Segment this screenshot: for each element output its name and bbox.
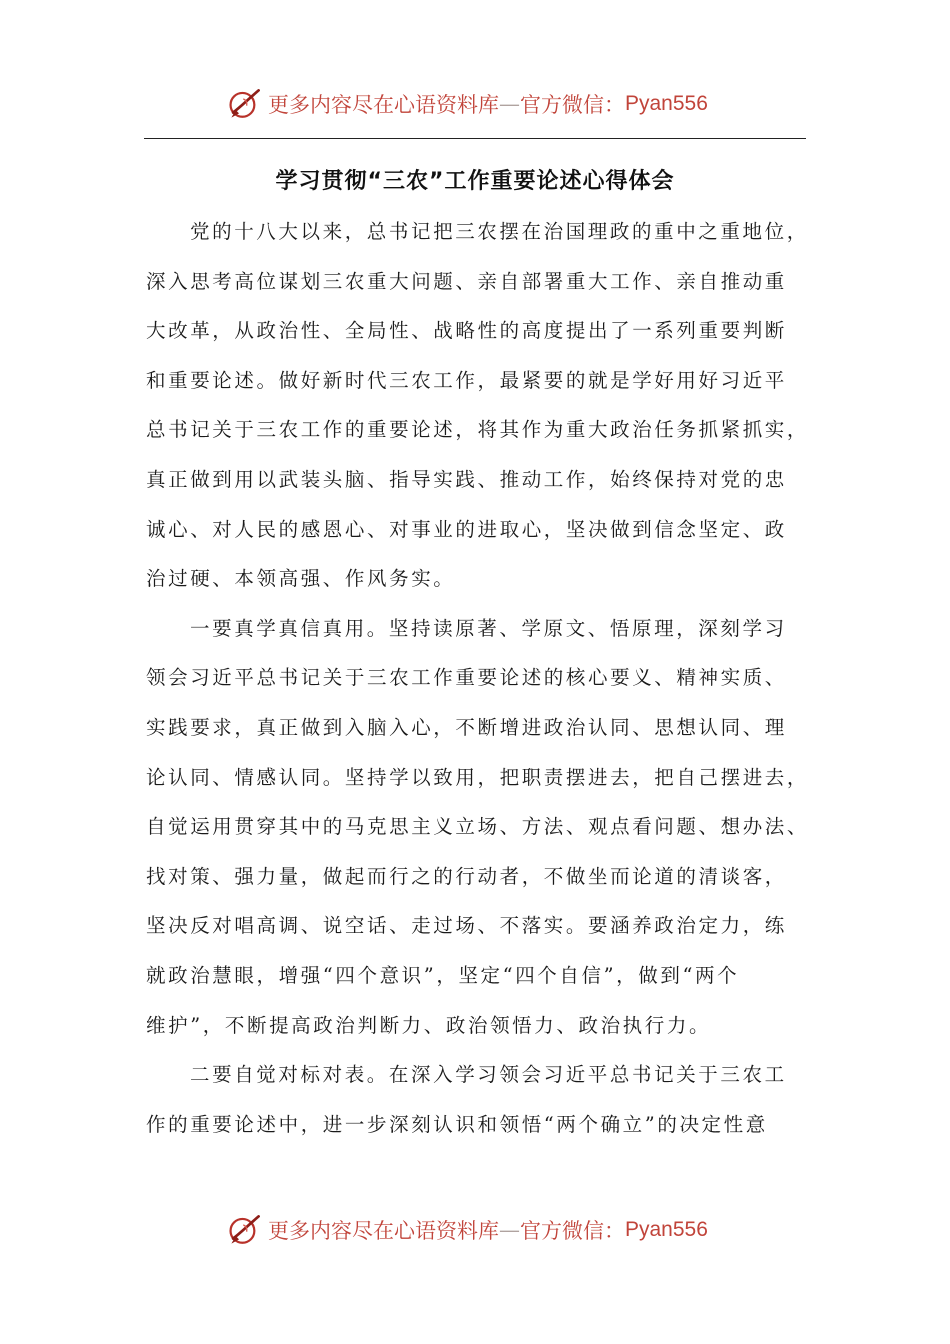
- banner-dash: —: [499, 92, 520, 116]
- paragraph-line: 党的十八大以来，总书记把三农摆在治国理政的重中之重地位，: [190, 220, 809, 243]
- paragraph-line: 二要自觉对标对表。在深入学习领会习近平总书记关于三农工: [190, 1063, 787, 1087]
- paragraph-line: 维护”，不断提高政治判断力、政治领悟力、政治执行力。: [146, 1013, 712, 1037]
- paragraph-line: 一要真学真信真用。坚持读原著、学原文、悟原理，深刻学习: [190, 616, 787, 640]
- banner-wechat-id: Pyan556: [625, 1218, 708, 1241]
- paragraph-line: 诚心、对人民的感恩心、对事业的进取心，坚决做到信念坚定、政: [146, 517, 787, 541]
- paragraph-line: 治过硬、本领高强、作风务实。: [146, 567, 456, 591]
- banner-wechat-id: Pyan556: [625, 92, 708, 115]
- banner-wechat-label: 官方微信：: [520, 93, 625, 117]
- pen-logo-icon: [228, 87, 262, 121]
- paragraph-line: 实践要求，真正做到入脑入心，不断增进政治认同、思想认同、理: [146, 715, 787, 739]
- paragraph-line: 大改革，从政治性、全局性、战略性的高度提出了一系列重要判断: [146, 319, 787, 343]
- header-divider: [144, 138, 806, 139]
- paragraph-line: 作的重要论述中，进一步深刻认识和领悟“两个确立”的决定性意: [146, 1112, 768, 1136]
- paragraph-line: 深入思考高位谋划三农重大问题、亲自部署重大工作、亲自推动重: [146, 269, 787, 293]
- pen-logo-icon: [228, 1213, 262, 1247]
- paragraph-line: 真正做到用以武装头脑、指导实践、推动工作，始终保持对党的忠: [146, 467, 787, 491]
- paragraph-line: 和重要论述。做好新时代三农工作，最紧要的就是学好用好习近平: [146, 368, 787, 392]
- paragraph-line: 坚决反对唱高调、说空话、走过场、不落实。要涵养政治定力，练: [146, 914, 787, 938]
- banner-site-text: 更多内容尽在心语资料库: [268, 1219, 499, 1243]
- document-title: 学习贯彻“三农”工作重要论述心得体会: [275, 169, 675, 194]
- paragraph-line: 领会习近平总书记关于三农工作重要论述的核心要义、精神实质、: [146, 666, 787, 690]
- document-body: [146, 212, 810, 1154]
- banner-wechat-label: 官方微信：: [520, 1219, 625, 1243]
- banner-dash: —: [499, 1218, 520, 1242]
- footer-banner: [228, 1210, 708, 1250]
- paragraph-line: 就政治慧眼，增强“四个意识”，坚定“四个自信”，做到“两个: [146, 963, 740, 987]
- paragraph-line: 找对策、强力量，做起而行之的行动者，不做坐而论道的清谈客，: [146, 864, 787, 888]
- paragraph-line: 论认同、情感认同。坚持学以致用，把职责摆进去，把自己摆进去，: [146, 765, 810, 789]
- paragraph-line: 总书记关于三农工作的重要论述，将其作为重大政治任务抓紧抓实，: [146, 418, 810, 442]
- banner-site-text: 更多内容尽在心语资料库: [268, 93, 499, 117]
- paragraph-line: 自觉运用贯穿其中的马克思主义立场、方法、观点看问题、想办法、: [146, 815, 810, 839]
- header-banner: [228, 84, 708, 124]
